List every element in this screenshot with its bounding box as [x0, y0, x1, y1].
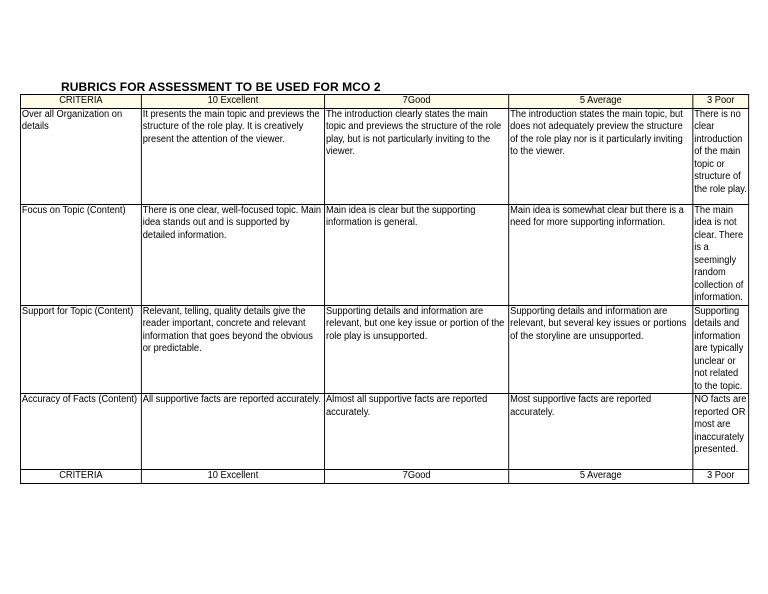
- average-cell: Supporting details and information are relevant, but several key issues or portions of the storyline are unsupported.: [509, 305, 693, 394]
- page-title: RUBRICS FOR ASSESSMENT TO BE USED FOR MCO 2: [61, 80, 381, 94]
- table-footer-row: [20, 470, 748, 484]
- table-row: [20, 305, 748, 394]
- excellent-cell: There is one clear, well-focused topic. Main idea stands out and is supported by detailed information.: [141, 204, 324, 305]
- header-average: 5 Average: [509, 95, 693, 109]
- criteria-cell: Over all Organization on details: [20, 108, 141, 204]
- table-row: [20, 394, 748, 470]
- good-cell: Main idea is clear but the supporting information is general.: [325, 204, 509, 305]
- footer-criteria: CRITERIA: [20, 470, 141, 484]
- criteria-cell: Focus on Topic (Content): [20, 204, 141, 305]
- criteria-cell: Support for Topic (Content): [20, 305, 141, 394]
- good-cell: The introduction clearly states the main topic and previews the structure of the role play, but is not particularly inviting to the viewer.: [325, 108, 509, 204]
- footer-poor: 3 Poor: [693, 470, 749, 484]
- poor-cell: NO facts are reported OR most are inaccurately presented.: [693, 394, 749, 470]
- poor-cell: There is no clear introduction of the main topic or structure of the role play.: [693, 108, 749, 204]
- header-criteria: CRITERIA: [20, 95, 141, 109]
- average-cell: The introduction states the main topic, but does not adequately preview the structure of the role play nor is it particularly inviting to the viewer.: [509, 108, 693, 204]
- poor-cell: Supporting details and information are typically unclear or not related to the topic.: [693, 305, 749, 394]
- footer-good: 7Good: [325, 470, 509, 484]
- excellent-cell: Relevant, telling, quality details give the reader important, concrete and relevant information that goes beyond the obvious or predictable.: [141, 305, 324, 394]
- average-cell: Main idea is somewhat clear but there is a need for more supporting information.: [509, 204, 693, 305]
- good-cell: Almost all supportive facts are reported accurately.: [325, 394, 509, 470]
- good-cell: Supporting details and information are relevant, but one key issue or portion of the role play is unsupported.: [325, 305, 509, 394]
- table-row: [20, 108, 748, 204]
- header-excellent: 10 Excellent: [141, 95, 324, 109]
- header-good: 7Good: [325, 95, 509, 109]
- poor-cell: The main idea is not clear. There is a seemingly random collection of information.: [693, 204, 749, 305]
- footer-average: 5 Average: [509, 470, 693, 484]
- average-cell: Most supportive facts are reported accurately.: [509, 394, 693, 470]
- header-poor: 3 Poor: [693, 95, 749, 109]
- excellent-cell: It presents the main topic and previews the structure of the role play. It is creatively present the attention of the viewer.: [141, 108, 324, 204]
- table-row: [20, 204, 748, 305]
- table-header-row: [20, 95, 748, 109]
- footer-excellent: 10 Excellent: [141, 470, 324, 484]
- rubric-table: [20, 94, 749, 484]
- excellent-cell: All supportive facts are reported accurately.: [141, 394, 324, 470]
- criteria-cell: Accuracy of Facts (Content): [20, 394, 141, 470]
